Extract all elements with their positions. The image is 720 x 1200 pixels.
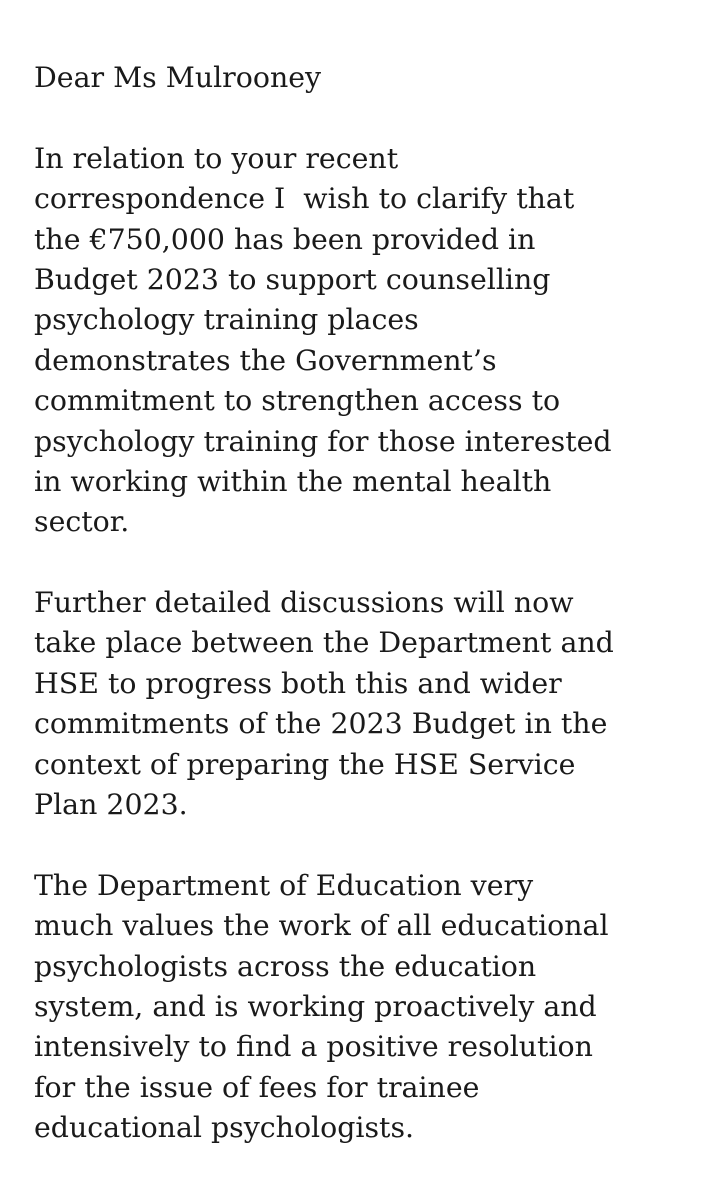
paragraph-3 bbox=[34, 866, 694, 1149]
letter-body bbox=[34, 58, 694, 1149]
paragraph-2-line: Plan 2023. bbox=[34, 788, 188, 822]
paragraph-3-line: educational psychologists. bbox=[34, 1111, 415, 1145]
paragraph-1 bbox=[34, 139, 694, 543]
paragraph-2-line: commitments of the 2023 Budget in the bbox=[34, 707, 608, 741]
paragraph-3-line: much values the work of all educational bbox=[34, 909, 609, 943]
paragraph-1-line: psychology training places bbox=[34, 303, 419, 337]
paragraph-1-line: the €750,000 has been provided in bbox=[34, 222, 536, 256]
paragraph-3-line: intensively to find a positive resolution bbox=[34, 1030, 593, 1064]
paragraph-2-line: Further detailed discussions will now bbox=[34, 586, 574, 620]
paragraph-1-line: psychology training for those interested bbox=[34, 424, 612, 458]
paragraph-3-line: The Department of Education very bbox=[34, 868, 534, 902]
paragraph-2-line: take place between the Department and bbox=[34, 626, 614, 660]
paragraph-2-line: HSE to progress both this and wider bbox=[34, 666, 562, 700]
salutation: Dear Ms Mulrooney bbox=[34, 61, 322, 94]
paragraph-1-line: sector. bbox=[34, 505, 130, 539]
paragraph-1-line: Budget 2023 to support counselling bbox=[34, 262, 551, 296]
paragraph-1-line: In relation to your recent bbox=[34, 141, 399, 175]
paragraph-2 bbox=[34, 583, 694, 825]
salutation-paragraph bbox=[34, 58, 694, 98]
paragraph-1-line: correspondence I wish to clarify that bbox=[34, 182, 575, 216]
paragraph-1-line: commitment to strengthen access to bbox=[34, 384, 561, 418]
paragraph-3-line: for the issue of fees for trainee bbox=[34, 1070, 480, 1104]
paragraph-3-line: psychologists across the education bbox=[34, 949, 537, 983]
paragraph-1-line: in working within the mental health bbox=[34, 464, 552, 498]
paragraph-2-line: context of preparing the HSE Service bbox=[34, 747, 576, 781]
paragraph-1-line: demonstrates the Government’s bbox=[34, 343, 497, 377]
paragraph-3-line: system, and is working proactively and bbox=[34, 989, 597, 1023]
